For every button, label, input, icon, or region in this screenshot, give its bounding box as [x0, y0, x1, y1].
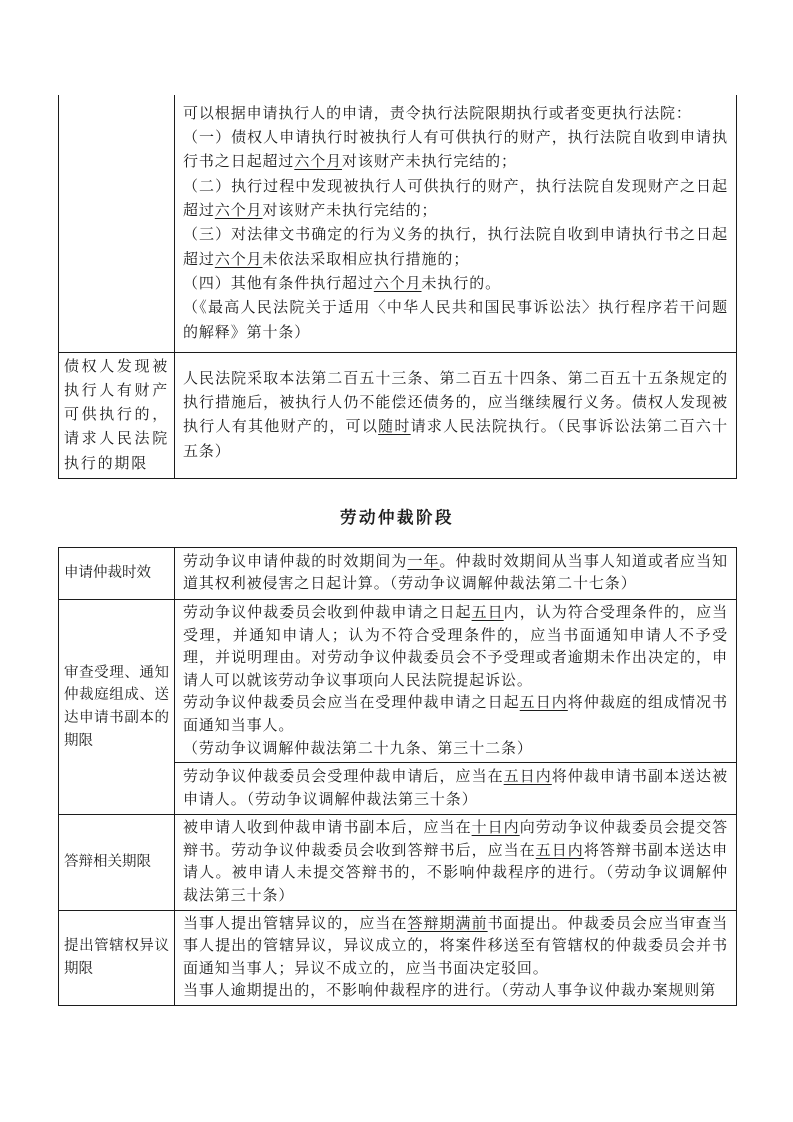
- table-row: [59, 352, 737, 478]
- table-row: [59, 815, 737, 910]
- text-run: 内，认为符合受理条件的，应当受理，并通知申请人；认为不符合受理条件的，应当书面通知申请人不予受理，并说明理由。对劳动争议仲裁委员会不予受理或者逾期未作出决定的，申请人可以就该劳动争议事项向人民法院提起诉讼。: [183, 604, 728, 689]
- text-run: 对该财产未执行完结的；: [262, 202, 438, 219]
- row-label: 申请仲裁时效: [59, 547, 175, 599]
- text-run: 将仲裁庭的组成情况书面通知当事人。: [183, 695, 728, 734]
- execution-deadlines-table: [58, 95, 737, 479]
- paragraph: [183, 692, 728, 737]
- underlined-term: 五日内: [503, 769, 552, 786]
- text-run: 请求人民法院执行。（民事诉讼法第二百六十五条）: [183, 419, 728, 460]
- underlined-term: 十日内: [471, 820, 520, 837]
- paragraph: [183, 126, 728, 175]
- paragraph: [183, 817, 728, 907]
- row-label: 提出管辖权异议期限: [59, 910, 175, 1005]
- paragraph: [183, 551, 728, 596]
- text-run: 。仲裁时效期间从当事人知道或者应当知道其权利被侵害之日起计算。（劳动争议调解仲裁法第二十七条）: [183, 553, 729, 593]
- text-run: 劳动争议申请仲裁的时效期间为: [183, 553, 408, 570]
- table-row: [59, 547, 737, 599]
- text-run: 未依法采取相应执行措施的；: [262, 251, 470, 268]
- text-run: 可以根据申请执行人的申请，责令执行法院限期执行或者变更执行法院：: [183, 105, 692, 122]
- text-run: （劳动争议调解仲裁法第二十九条、第三十二条）: [183, 740, 533, 757]
- paragraph: [183, 102, 728, 126]
- paragraph: [183, 296, 728, 345]
- paragraph: [183, 766, 728, 811]
- paragraph: [183, 272, 728, 296]
- row-label: 审查受理、通知仲裁庭组成、送达申请书副本的期限: [59, 599, 175, 814]
- text-run: 当事人逾期提出的，不影响仲裁程序的进行。（劳动人事争议仲裁办案规则第: [183, 983, 717, 1000]
- row-content: [175, 910, 737, 1005]
- text-run: 被申请人收到仲裁申请书副本后，应当在: [183, 820, 472, 837]
- underlined-term: 一年: [407, 553, 440, 570]
- paragraph: [183, 602, 728, 692]
- text-run: 未执行的。: [421, 275, 502, 292]
- paragraph: [183, 223, 728, 272]
- row-content: [175, 599, 737, 762]
- text-run: 劳动争议仲裁委员会收到仲裁申请之日起: [183, 604, 472, 621]
- text-run: 劳动争议仲裁委员会应当在受理仲裁申请之日起: [183, 695, 520, 712]
- text-run: 书面提出。仲裁委员会应当审查当事人提出的管辖异议，异议成立的，将案件移送至有管辖权的仲裁委员会并书面通知当事人；异议不成立的，应当书面决定驳回。: [183, 915, 728, 977]
- document-content: [58, 95, 736, 1006]
- underlined-term: 六个月: [214, 251, 263, 268]
- row-label: 债权人发现被执行人有财产可供执行的，请求人民法院执行的期限: [59, 352, 175, 478]
- underlined-term: 五日: [471, 604, 504, 621]
- text-run: 向劳动争议仲裁委员会提交答辩书。劳动争议仲裁委员会收到答辩书后，应当在: [183, 820, 729, 859]
- underlined-term: 五日内: [519, 695, 568, 712]
- row-label: 答辩相关期限: [59, 815, 175, 910]
- row-content: [175, 95, 737, 352]
- labor-arbitration-table: [58, 547, 737, 1006]
- paragraph: [183, 980, 728, 1003]
- text-run: （一）债权人申请执行时被执行人有可供执行的财产，执行法院自收到申请执行书之日起超过: [183, 129, 728, 171]
- text-run: 将仲裁申请书副本送达被申请人。（劳动争议调解仲裁法第三十条）: [183, 769, 728, 808]
- section-title: 劳动仲裁阶段: [340, 507, 454, 527]
- paragraph: [183, 913, 728, 981]
- text-run: 人民法院采取本法第二百五十三条、第二百五十四条、第二百五十五条规定的执行措施后，被执行人仍不能偿还债务的，应当继续履行义务。债权人发现被执行人有其他财产的，可以: [183, 370, 728, 436]
- underlined-term: 六个月: [373, 275, 422, 292]
- underlined-term: 五日内: [535, 842, 584, 859]
- underlined-term: 答辩期满前: [407, 915, 488, 932]
- paragraph: [183, 175, 728, 224]
- text-run: 对该财产未执行完结的；: [342, 154, 517, 171]
- table-row: [59, 910, 737, 1005]
- table-row: [59, 599, 737, 762]
- text-run: 劳动争议仲裁委员会受理仲裁申请后，应当在: [183, 769, 504, 786]
- underlined-term: 六个月: [214, 202, 263, 219]
- row-label: [59, 95, 175, 352]
- text-run: （三）对法律文书确定的行为义务的执行，执行法院自收到申请执行书之日起超过: [183, 227, 728, 268]
- row-content: [175, 352, 737, 478]
- text-run: 将答辩书副本送达申请人。被申请人未提交答辩书的，不影响仲裁程序的进行。（劳动争议调解仲裁法第三十条）: [183, 842, 728, 904]
- underlined-term: 随时: [378, 419, 411, 436]
- row-content: [175, 763, 737, 815]
- row-content: [175, 547, 737, 599]
- row-content: [175, 815, 737, 910]
- text-run: （四）其他有条件执行超过: [183, 275, 374, 292]
- table-row: [59, 95, 737, 352]
- text-run: 当事人提出管辖异议的，应当在: [183, 915, 408, 932]
- underlined-term: 六个月: [294, 154, 343, 171]
- paragraph: [183, 738, 728, 761]
- paragraph: [183, 367, 728, 464]
- text-run: （《最高人民法院关于适用〈中华人民共和国民事诉讼法〉执行程序若干问题的解释》第十条）: [183, 300, 728, 341]
- text-run: （二）执行过程中发现被执行人可供执行的财产，执行法院自发现财产之日起超过: [183, 178, 728, 219]
